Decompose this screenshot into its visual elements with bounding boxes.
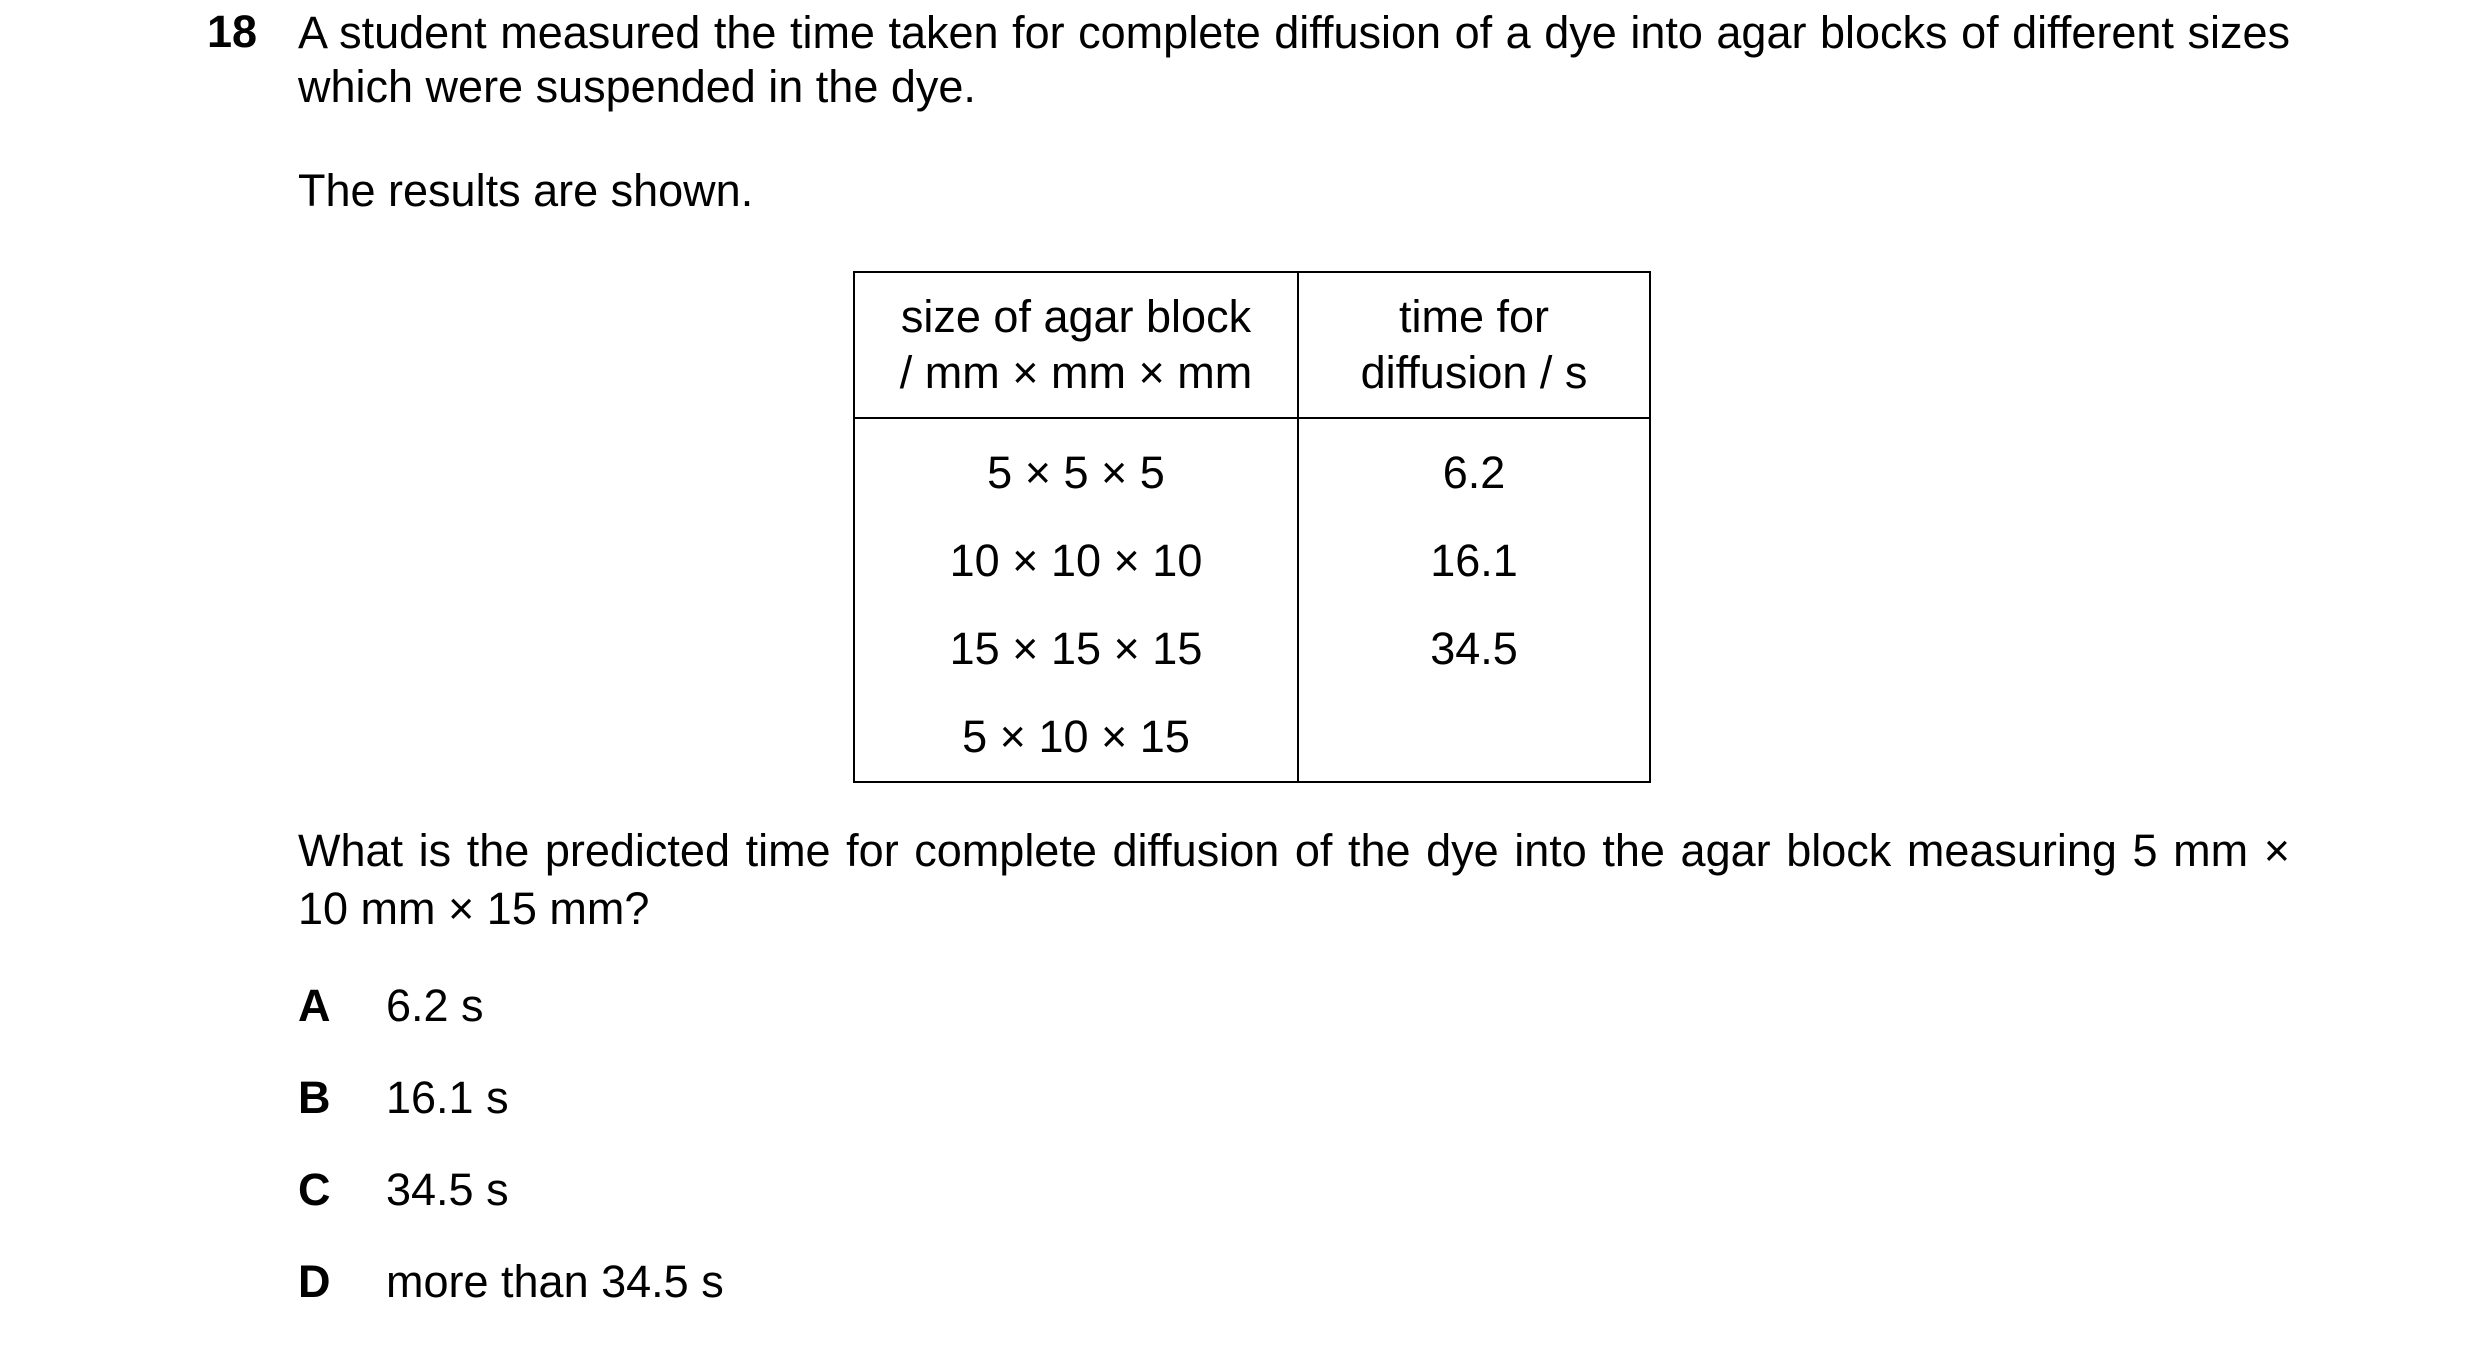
cell-time: 16.1 [1298,517,1650,605]
table-row [854,418,1650,517]
option-letter: A [298,980,331,1031]
table-row [854,605,1650,693]
option-letter: D [298,1256,331,1307]
question-prompt: What is the predicted time for complete diffusion of the dye into the agar block measuring 5 mm × 10 mm × 15 mm? [298,825,2290,934]
table-row [854,517,1650,605]
option-letter: B [298,1072,331,1123]
question-number: 18 [207,6,258,57]
cell-time: 34.5 [1298,605,1650,693]
cell-size: 5 × 5 × 5 [854,418,1298,517]
header-size [854,272,1298,418]
option-text: 16.1 s [386,1072,509,1123]
option-letter: C [298,1164,331,1215]
question-text: A student measured the time taken for complete diffusion of a dye into agar blocks of different sizes which were suspended in the dye. [298,7,2290,112]
header-size-line2: / mm × mm × mm [899,347,1253,398]
table-row [854,693,1650,782]
results-intro: The results are shown. [298,165,754,216]
option-text: more than 34.5 s [386,1256,724,1307]
cell-time: 6.2 [1298,418,1650,517]
cell-size: 15 × 15 × 15 [854,605,1298,693]
cell-size: 5 × 10 × 15 [854,693,1298,782]
cell-size: 10 × 10 × 10 [854,517,1298,605]
header-time-line2: diffusion / s [1360,347,1588,398]
cell-time [1298,693,1650,782]
header-size-line1: size of agar block [900,291,1252,342]
option-text: 6.2 s [386,980,484,1031]
header-time-line1: time for [1398,291,1550,342]
results-table [853,271,1651,783]
table-header-row [854,272,1650,418]
header-time [1298,272,1650,418]
option-text: 34.5 s [386,1164,509,1215]
results-table-container [853,271,1651,783]
